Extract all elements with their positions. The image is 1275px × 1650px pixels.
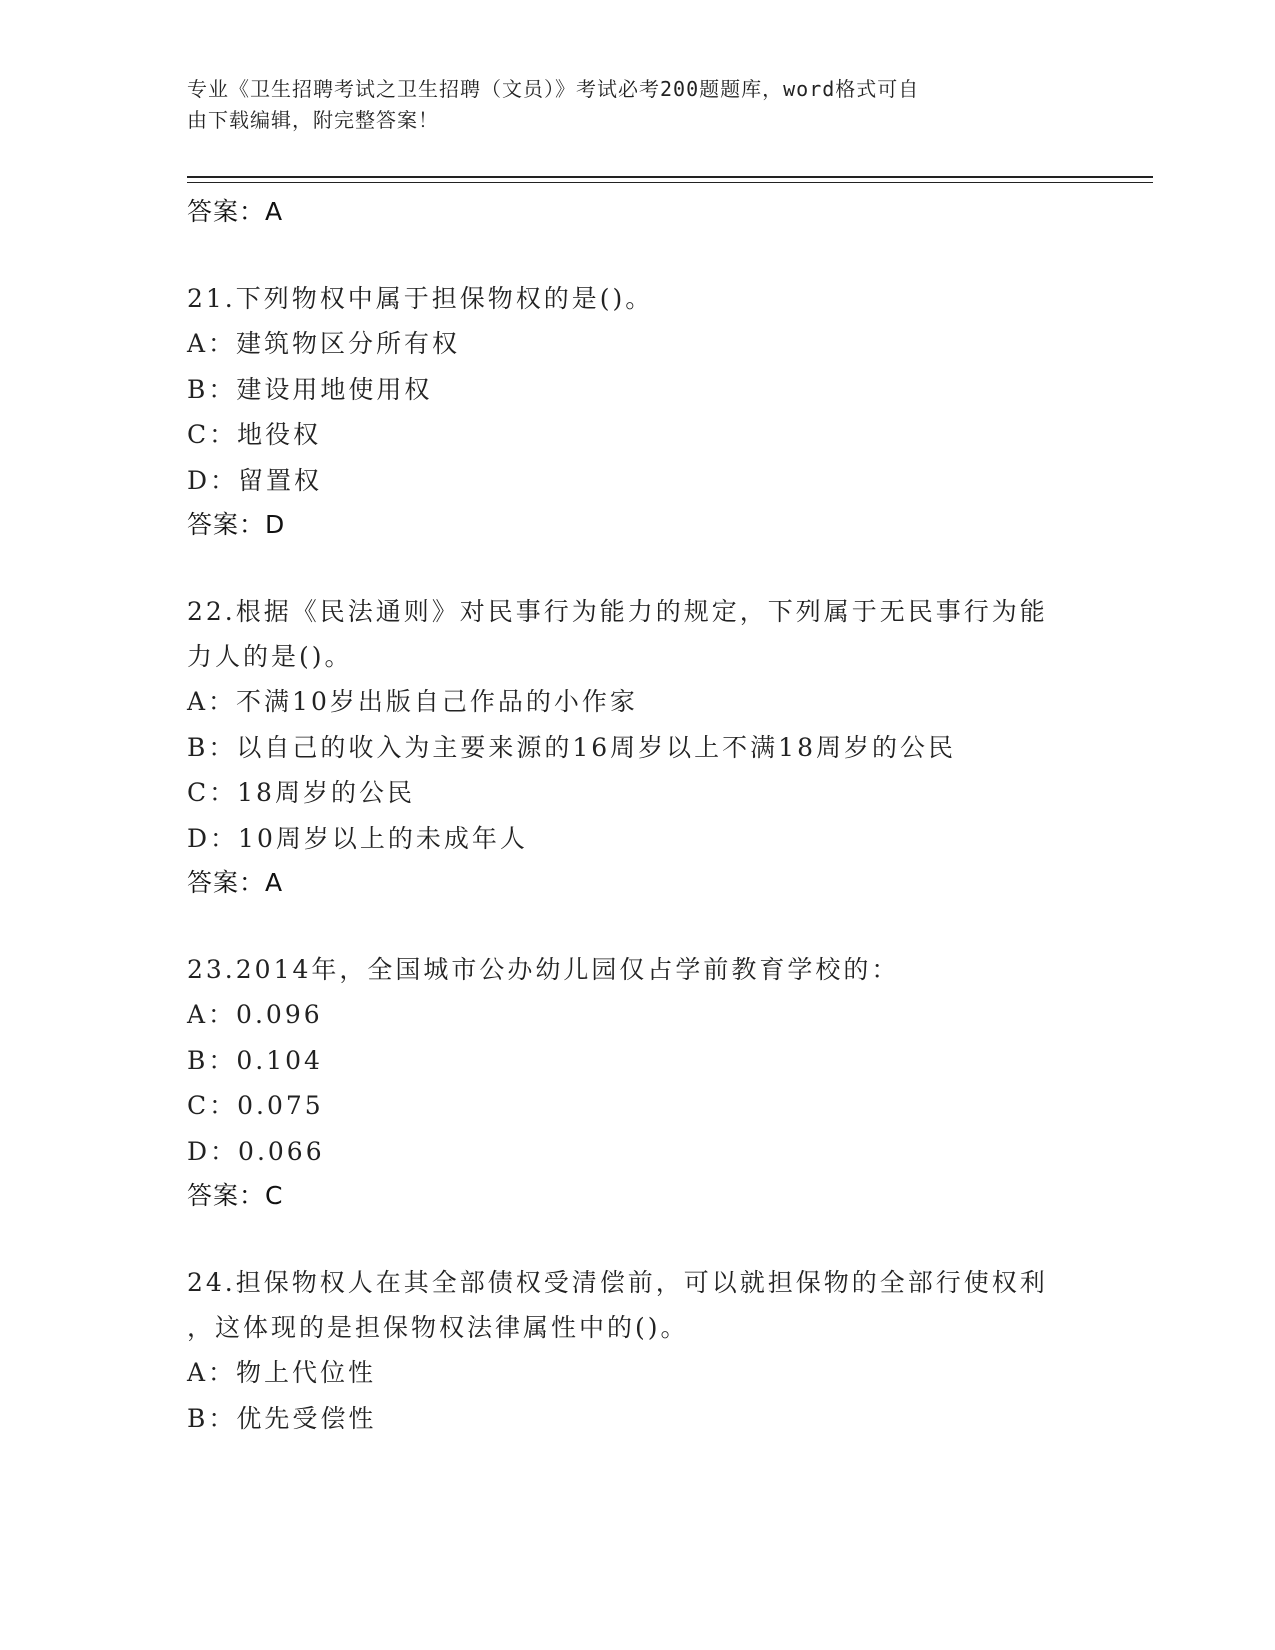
question-text: 21.下列物权中属于担保物权的是()。 — [187, 284, 654, 313]
question-list — [187, 190, 1107, 1441]
question-text-line-1: 24.担保物权人在其全部债权受清偿前，可以就担保物的全部行使权利 — [187, 1268, 1048, 1297]
header-rule-thick — [187, 176, 1153, 178]
option-a: A：不满10岁出版自己作品的小作家 — [187, 687, 638, 716]
question-text: 23.2014年，全国城市公办幼儿园仅占学前教育学校的： — [187, 955, 900, 984]
question-22 — [187, 589, 1107, 905]
question-21 — [187, 276, 1107, 547]
question-23 — [187, 947, 1107, 1218]
header-rule-thin — [187, 182, 1153, 183]
option-d: D：留置权 — [187, 465, 323, 495]
option-c: C：地役权 — [187, 420, 322, 449]
option-b: B：建设用地使用权 — [187, 374, 433, 404]
option-d: D：0.066 — [187, 1136, 325, 1166]
option-b: B：以自己的收入为主要来源的16周岁以上不满18周岁的公民 — [187, 732, 956, 762]
header-line-2: 由下载编辑，附完整答案！ — [187, 108, 439, 132]
option-c: C：18周岁的公民 — [187, 778, 415, 807]
answer-line: 答案：C — [187, 1181, 284, 1210]
question-text-line-2: ，这体现的是担保物权法律属性中的()。 — [187, 1313, 689, 1342]
option-d: D：10周岁以上的未成年人 — [187, 823, 528, 853]
answer-line: 答案：D — [187, 510, 286, 539]
question-24 — [187, 1260, 1107, 1441]
option-b: B：0.104 — [187, 1045, 323, 1075]
option-b: B：优先受偿性 — [187, 1403, 377, 1433]
option-c: C：0.075 — [187, 1091, 324, 1120]
header-line-1: 专业《卫生招聘考试之卫生招聘（文员）》考试必考200题题库，word格式可自 — [187, 77, 920, 101]
option-a: A：0.096 — [187, 1000, 323, 1029]
answer-line: 答案：A — [187, 197, 284, 226]
question-text-line-1: 22.根据《民法通则》对民事行为能力的规定，下列属于无民事行为能 — [187, 597, 1048, 626]
option-a: A：建筑物区分所有权 — [187, 329, 461, 358]
question-text-line-2: 力人的是()。 — [187, 642, 353, 671]
option-a: A：物上代位性 — [187, 1358, 377, 1387]
answer-line: 答案：A — [187, 868, 284, 897]
page-header — [187, 74, 1067, 136]
